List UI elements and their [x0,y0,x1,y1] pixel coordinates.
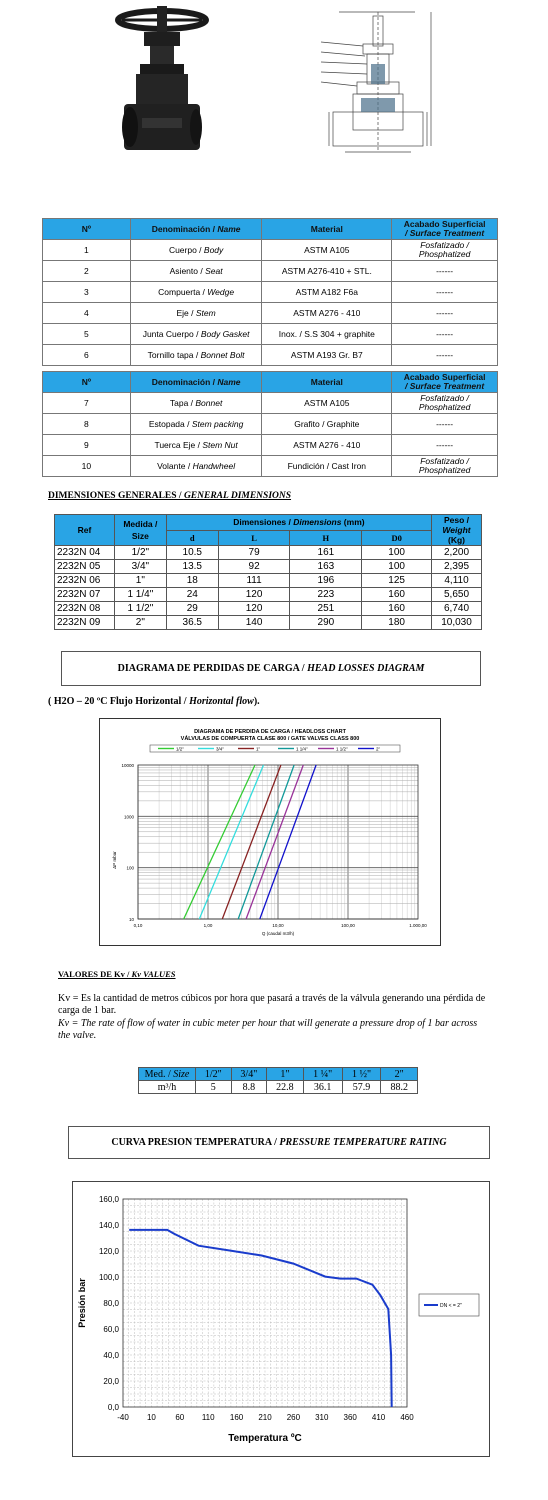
table-cell: 223 [290,588,362,602]
cell-name: Volante / Handwheel [130,456,262,477]
x-tick-label: 0,10 [133,923,143,928]
headloss-conditions: ( H2O – 20 ºC Flujo Horizontal / Horizontal flow). [48,696,260,707]
table-cell: 24 [166,588,218,602]
cell-material: ASTM A105 [262,240,392,261]
x-tick-label: 460 [400,1413,414,1422]
table-row [55,588,482,602]
y-axis-label: ΔP mbar [112,851,117,869]
table-cell: 163 [290,560,362,574]
kv-value-cell: 5 [196,1081,232,1094]
x-tick-label: 1,00 [203,923,213,928]
col-material: Material [262,219,392,240]
cell-n: 1 [43,240,131,261]
cell-name: Asiento / Seat [130,261,262,282]
cell-name: Compuerta / Wedge [130,282,262,303]
table-cell: 2" [114,616,166,630]
cell-material: Grafito / Graphite [262,414,392,435]
table-row [43,261,498,282]
y-tick-label: 160,0 [98,1195,119,1204]
table-cell: 160 [362,602,432,616]
table-cell: 5,650 [432,588,482,602]
y-tick-label: 0,0 [107,1403,119,1412]
cell-finish: Fosfatizado / Phosphatized [392,393,498,414]
kv-value-cell: 8.8 [231,1081,267,1094]
table-cell: 79 [218,546,290,560]
col-finish: Acabado Superficial / Surface Treatment [392,219,498,240]
table-cell: 161 [290,546,362,560]
table-cell: 140 [218,616,290,630]
kv-size-cell: 3/4" [231,1068,267,1081]
x-axis-label: Q (caudal m3/h) [261,931,295,936]
table-cell: 100 [362,546,432,560]
table-cell: 10.5 [166,546,218,560]
table-cell: 2232N 09 [55,616,115,630]
table-cell: 92 [218,560,290,574]
table-row [55,546,482,560]
x-tick-label: 10 [146,1413,156,1422]
series-line [184,765,255,919]
table-row [55,616,482,630]
col-ref: Ref [55,515,115,546]
table-row [43,345,498,366]
col-n: Nº [43,372,131,393]
legend-label: 1/2" [176,746,184,752]
legend-label: 1" [256,746,261,752]
table-row [43,324,498,345]
materials-table [42,218,498,366]
x-tick-label: 310 [315,1413,329,1422]
table-cell: 29 [166,602,218,616]
kv-size-cell: 1 ½" [342,1068,381,1081]
kv-size-cell: 1 ¼" [303,1068,342,1081]
table-cell: 36.5 [166,616,218,630]
table-cell: 3/4" [114,560,166,574]
table-row [43,456,498,477]
x-tick-label: 10,00 [272,923,284,928]
pt-box: CURVA PRESION TEMPERATURA / PRESSURE TEMPERATURE RATING [68,1126,490,1159]
y-tick-label: 20,0 [103,1377,119,1386]
table-cell: 100 [362,560,432,574]
table-cell: 111 [218,574,290,588]
y-tick-label: 100,0 [98,1273,119,1282]
x-tick-label: -40 [117,1413,129,1422]
kv-value-cell: 22.8 [267,1081,304,1094]
col-L: L [218,530,290,546]
cell-name: Tuerca Eje / Stem Nut [130,435,262,456]
headloss-chart [100,719,440,945]
col-size: Medida / Size [114,515,166,546]
materials-header-2 [43,372,498,393]
kv-value-cell: 36.1 [303,1081,342,1094]
table-cell: 2232N 07 [55,588,115,602]
kv-size-cell: 1/2" [196,1068,232,1081]
table-cell: 1 1/4" [114,588,166,602]
table-row [43,282,498,303]
cell-n: 8 [43,414,131,435]
dimensions-title: DIMENSIONES GENERALES / GENERAL DIMENSIONS [48,491,292,501]
headloss-box: DIAGRAMA DE PERDIDAS DE CARGA / HEAD LOSSES DIAGRAM [61,651,481,686]
headloss-chart-frame [99,718,441,946]
cell-finish: ------ [392,345,498,366]
col-weight: Peso / Weight (Kg) [432,515,482,546]
kv-value-cell: 88.2 [381,1081,418,1094]
table-cell: 160 [362,588,432,602]
kv-size-cell: 2" [381,1068,418,1081]
series-line [238,765,294,919]
x-tick-label: 110 [201,1413,215,1422]
table-row [43,303,498,324]
pt-chart-frame [72,1181,490,1457]
table-row [43,414,498,435]
cell-material: ASTM A105 [262,393,392,414]
cell-n: 7 [43,393,131,414]
y-tick-label: 100 [126,865,134,871]
col-n: Nº [43,219,131,240]
kv-unit-label: m³/h [139,1081,196,1094]
kv-description-en: Kv = The rate of flow of water in cubic meter per hour that will generate a pressure drop of 1 bar across the valve. [58,1018,478,1041]
cell-finish: ------ [392,414,498,435]
valve-photo [110,6,220,156]
col-d: d [166,530,218,546]
x-tick-label: 210 [258,1413,272,1422]
table-row [55,574,482,588]
cell-n: 9 [43,435,131,456]
x-tick-label: 160 [229,1413,244,1422]
x-tick-label: 410 [371,1413,386,1422]
table-cell: 2232N 05 [55,560,115,574]
table-cell: 13.5 [166,560,218,574]
table-cell: 1 1/2" [114,602,166,616]
cell-n: 5 [43,324,131,345]
table-cell: 18 [166,574,218,588]
cell-name: Cuerpo / Body [130,240,262,261]
kv-title: VALORES DE Kv / Kv VALUES [58,969,176,979]
cell-finish: ------ [392,324,498,345]
table-cell: 251 [290,602,362,616]
valve-section-drawing [315,2,440,172]
cell-material: Inox. / S.S 304 + graphite [262,324,392,345]
chart-title: DIAGRAMA DE PERDIDA DE CARGA / HEADLOSS CHART [194,729,346,735]
table-cell: 4,110 [432,574,482,588]
col-finish: Acabado Superficial / Surface Treatment [392,372,498,393]
table-cell: 120 [218,588,290,602]
y-tick-label: 120,0 [98,1247,119,1256]
y-tick-label: 1000 [123,814,134,820]
cell-name: Estopada / Stem packing [130,414,262,435]
cell-material: ASTM A276 - 410 [262,435,392,456]
y-tick-label: 10000 [121,763,134,768]
table-row [43,393,498,414]
x-axis-label: Temperatura ºC [228,1433,302,1444]
y-tick-label: 80,0 [103,1299,119,1308]
table-cell: 290 [290,616,362,630]
legend-label: DN < = 2" [440,1303,462,1309]
kv-description-es: Kv = Es la cantidad de metros cúbicos por hora que pasará a través de la válvula generando una pérdida de carga de 1 bar. [58,993,486,1016]
kv-size-cell: 1" [267,1068,304,1081]
table-cell: 125 [362,574,432,588]
kv-size-label: Med. / Size [139,1068,196,1081]
cell-material: ASTM A276 - 410 [262,303,392,324]
table-cell: 6,740 [432,602,482,616]
cell-material: ASTM A276-410 + STL. [262,261,392,282]
table-cell: 2232N 06 [55,574,115,588]
cell-material: Fundición / Cast Iron [262,456,392,477]
series-line [260,765,316,919]
dimensions-table [54,514,482,630]
table-row [55,602,482,616]
cell-finish: ------ [392,282,498,303]
chart-subtitle: VÁLVULAS DE COMPUERTA CLASE 800 / GATE VALVES CLASS 800 [180,736,360,742]
cell-finish: ------ [392,261,498,282]
cell-finish: ------ [392,435,498,456]
col-D0: D0 [362,530,432,546]
col-name: Denominación / Name [130,372,262,393]
table-row [43,435,498,456]
table-cell: 1/2" [114,546,166,560]
table-cell: 2,200 [432,546,482,560]
table-cell: 120 [218,602,290,616]
y-tick-label: 60,0 [103,1325,119,1334]
legend-label: 1 1/2" [336,746,348,752]
pt-chart [73,1182,489,1456]
cell-finish: Fosfatizado / Phosphatized [392,456,498,477]
legend-label: 2" [376,746,381,752]
x-tick-label: 100,00 [341,923,355,928]
cell-name: Eje / Stem [130,303,262,324]
kv-table [138,1067,418,1094]
legend-label: 3/4" [216,746,224,752]
table-cell: 2,395 [432,560,482,574]
materials-header [43,219,498,240]
cell-n: 3 [43,282,131,303]
x-tick-label: 360 [343,1413,357,1422]
cell-name: Junta Cuerpo / Body Gasket [130,324,262,345]
table-cell: 180 [362,616,432,630]
cell-n: 6 [43,345,131,366]
cell-n: 2 [43,261,131,282]
table-row [43,240,498,261]
cell-n: 4 [43,303,131,324]
kv-value-cell: 57.9 [342,1081,381,1094]
cell-name: Tapa / Bonnet [130,393,262,414]
x-tick-label: 60 [175,1413,185,1422]
table-cell: 2232N 04 [55,546,115,560]
y-axis-label: Presión bar [77,1278,87,1328]
table-row [55,560,482,574]
table-cell: 10,030 [432,616,482,630]
y-tick-label: 40,0 [103,1351,119,1360]
materials-table-2 [42,371,498,477]
col-name: Denominación / Name [130,219,262,240]
table-cell: 196 [290,574,362,588]
cell-material: ASTM A193 Gr. B7 [262,345,392,366]
cell-material: ASTM A182 F6a [262,282,392,303]
x-tick-label: 1.000,00 [409,923,427,928]
y-tick-label: 140,0 [98,1221,119,1230]
col-H: H [290,530,362,546]
col-material: Material [262,372,392,393]
y-tick-label: 10 [128,917,134,922]
table-cell: 2232N 08 [55,602,115,616]
legend-label: 1 1/4" [296,746,308,752]
cell-n: 10 [43,456,131,477]
x-tick-label: 260 [286,1413,301,1422]
cell-finish: ------ [392,303,498,324]
col-dimensions: Dimensiones / Dimensions (mm) [166,515,431,531]
table-cell: 1" [114,574,166,588]
cell-finish: Fosfatizado / Phosphatized [392,240,498,261]
cell-name: Tornillo tapa / Bonnet Bolt [130,345,262,366]
